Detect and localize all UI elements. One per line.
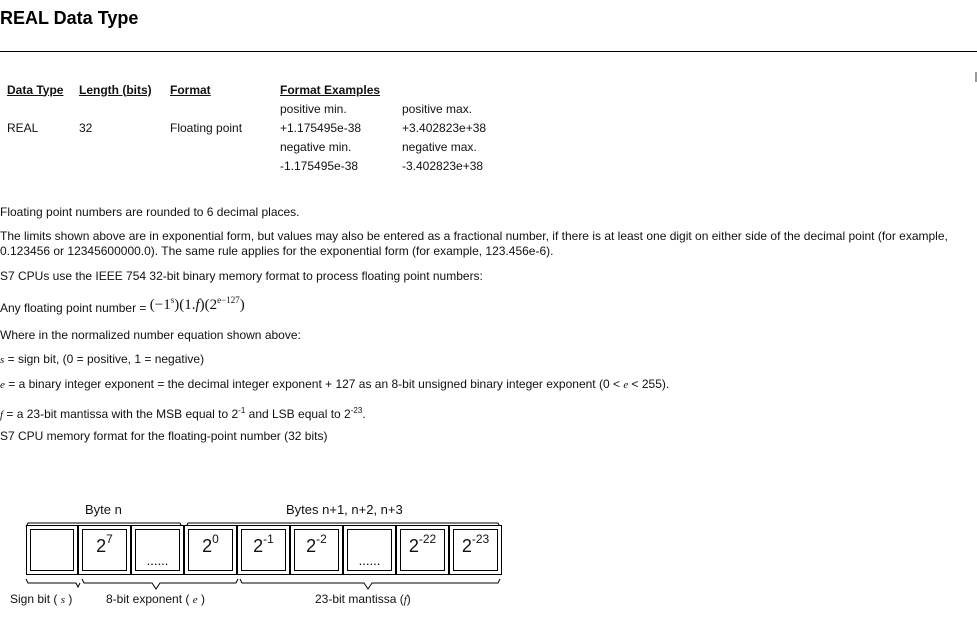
- power-exponent: 7: [106, 532, 113, 546]
- exponent-label: [106, 592, 205, 606]
- formula-part: (−1: [149, 297, 171, 313]
- mantissa-label: [315, 592, 411, 606]
- page-title: REAL Data Type: [0, 8, 139, 28]
- var-s: s: [0, 354, 5, 366]
- table-cell: 32: [79, 120, 93, 135]
- power-exponent: -23: [471, 532, 490, 546]
- table-cell: [72, 156, 163, 175]
- power-of-two: [450, 532, 501, 557]
- bit-cell-sign: [26, 525, 78, 575]
- bit-cell: [449, 525, 502, 575]
- var-e: e: [0, 379, 5, 391]
- power-exponent: -1: [263, 532, 274, 546]
- table-cell: positive max.: [402, 101, 473, 116]
- table-cell: Floating point: [170, 120, 243, 135]
- label-text: 8-bit exponent (: [106, 592, 193, 606]
- formula-line: [0, 296, 975, 316]
- power-of-two: [79, 532, 130, 557]
- cell-frame: [30, 529, 74, 571]
- definition-text: .: [362, 407, 366, 421]
- power-base: 2: [461, 536, 472, 556]
- header-data-type: Data Type: [7, 82, 64, 97]
- formula-sign-exp: s: [170, 295, 175, 305]
- normalized-note: Where in the normalized number equation shown above:: [0, 328, 301, 342]
- table-cell: -1.175495e-38: [280, 158, 359, 173]
- formula-label: Any floating point number =: [0, 301, 150, 315]
- table-cell: [0, 137, 72, 156]
- table-cell: [163, 156, 273, 175]
- bit-cell: [290, 525, 343, 575]
- label-text: 23-bit mantissa (: [315, 592, 404, 606]
- superscript: -1: [238, 406, 246, 415]
- power-base: 2: [202, 536, 213, 556]
- power-of-two: [185, 532, 236, 557]
- ieee-note: S7 CPUs use the IEEE 754 32-bit binary memory format to process floating point numbers:: [0, 269, 483, 283]
- table-cell: [163, 99, 273, 118]
- formula: [150, 297, 245, 313]
- table-row: [0, 118, 515, 137]
- formula-part: )(1.: [174, 297, 196, 313]
- table-cell: [0, 156, 72, 175]
- power-exponent: -2: [316, 532, 327, 546]
- table-cell: positive min.: [280, 101, 347, 116]
- exponent-definition: [0, 377, 975, 393]
- superscript: -23: [350, 406, 363, 415]
- bit-cell: [131, 525, 184, 575]
- power-of-two: [238, 532, 289, 557]
- var-e: e: [623, 379, 629, 391]
- var-e: e: [192, 594, 198, 606]
- definition-text: = sign bit, (0 = positive, 1 = negative): [4, 352, 205, 366]
- sign-bit-label: [10, 592, 72, 606]
- var-f: f: [403, 594, 407, 606]
- table-row: [0, 156, 515, 175]
- power-exponent: 0: [212, 532, 219, 546]
- table-cell: +3.402823e+38: [402, 120, 487, 135]
- table-cell: -3.402823e+38: [402, 158, 484, 173]
- formula-part: )(2: [199, 297, 218, 313]
- header-format: Format: [170, 82, 211, 97]
- definition-text: = a 23-bit mantissa with the MSB equal to 2: [3, 407, 239, 421]
- power-exponent: -22: [418, 532, 437, 546]
- bit-cell: [78, 525, 131, 575]
- bit-cell: [396, 525, 449, 575]
- sign-bit-definition: [0, 352, 975, 368]
- label-text: Sign bit (: [10, 592, 61, 606]
- formula-mantissa: f: [195, 297, 200, 313]
- label-text: ): [197, 592, 205, 606]
- power-base: 2: [253, 536, 264, 556]
- power-base: 2: [408, 536, 419, 556]
- power-base: 2: [306, 536, 317, 556]
- power-of-two: [397, 532, 448, 557]
- var-s: s: [60, 594, 65, 606]
- bit-layout-diagram: [0, 495, 520, 625]
- rounding-note: Floating point numbers are rounded to 6 decimal places.: [0, 205, 300, 219]
- var-f: f: [0, 409, 4, 421]
- ellipsis: ......: [146, 553, 169, 568]
- limits-note: The limits shown above are in exponential form, but values may also be entered as a fractional number, if there is at least one digit on either side of the decimal point (for example, 0.123456 or 12345600000.0). The same rule applies for the exponential form (for example, 123.456e-6).: [0, 229, 948, 258]
- table-row: [0, 99, 515, 118]
- header-empty: [395, 80, 515, 99]
- table-cell: [72, 137, 163, 156]
- table-cell: [0, 99, 72, 118]
- table-cell: +1.175495e-38: [280, 120, 362, 135]
- table-cell: REAL: [7, 120, 39, 135]
- definition-text: < 255).: [628, 377, 670, 391]
- table-row: [0, 137, 515, 156]
- formula-exponent: e−127: [217, 295, 240, 305]
- bytes-rest-label: Bytes n+1, n+2, n+3: [286, 502, 403, 517]
- bit-cell: [184, 525, 237, 575]
- table-cell: negative max.: [402, 139, 477, 154]
- power-base: 2: [96, 536, 107, 556]
- header-length: Length (bits): [79, 82, 152, 97]
- ellipsis: ......: [358, 553, 381, 568]
- data-type-table: [0, 80, 515, 175]
- bit-cell: [237, 525, 290, 575]
- label-text: ): [406, 592, 411, 606]
- formula-part: ): [239, 297, 245, 313]
- memory-format-note: S7 CPU memory format for the floating-point number (32 bits): [0, 429, 328, 443]
- title-divider: [0, 51, 977, 52]
- definition-text: = a binary integer exponent = the decimal integer exponent + 127 as an 8-bit unsigned binary integer exponent (0 <: [4, 377, 624, 391]
- mantissa-definition: [0, 403, 975, 423]
- label-text: ): [64, 592, 73, 606]
- table-cell: [72, 99, 163, 118]
- bit-cell: [343, 525, 396, 575]
- table-header-row: [0, 80, 515, 99]
- table-cell: [163, 137, 273, 156]
- definition-text: and LSB equal to 2: [245, 407, 351, 421]
- byte-n-label: Byte n: [85, 502, 122, 517]
- power-of-two: [291, 532, 342, 557]
- table-cell: negative min.: [280, 139, 352, 154]
- header-format-examples: Format Examples: [280, 82, 381, 97]
